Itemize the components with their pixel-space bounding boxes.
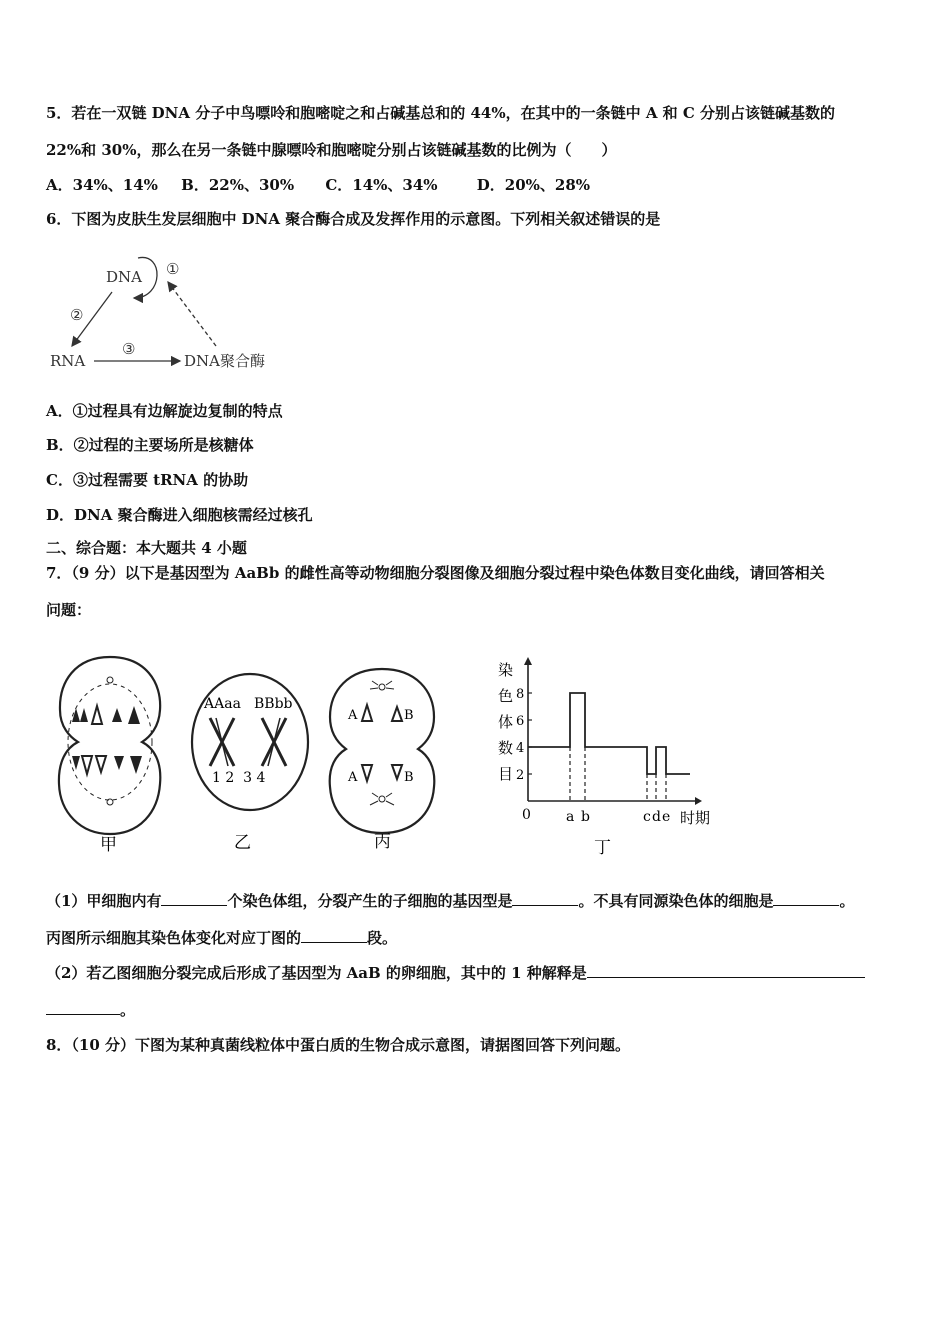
q5-option-b[interactable]: B．22%、30% [181,176,295,194]
spindle-bottom [370,793,394,805]
q7-sub1-line2-a: 丙图所示细胞其染色体变化对应丁图的 [46,929,302,947]
q7-sub2-line2 [46,1000,135,1020]
q5-option-a[interactable]: A．34%、14% [46,176,158,194]
y-tick-label: 8 [516,687,525,702]
x-mark-b: b [581,809,590,825]
cell-jia-outline [59,657,160,834]
y-axis-title-char: 数 [498,739,514,757]
chromosome-count-line [528,693,690,774]
dna-polymerase-diagram [46,238,286,378]
diagram-step2-label: ② [70,306,84,324]
cell-bing-top-right-gene: B [404,708,414,723]
cell-yi-outline [192,674,308,810]
centrosome-top [107,677,113,683]
centrosome-bottom [107,799,113,805]
q7-sub1-line1 [46,891,855,911]
answer-blank-2[interactable] [512,891,578,906]
cell-bing-figure [324,665,440,860]
chromosome-cross-1 [210,718,234,766]
x-mark-c: c [643,809,651,825]
q7-sub2-text: （2）若乙图细胞分裂完成后形成了基因型为 AaB 的卵细胞，其中的 1 种解释是 [46,964,587,982]
cell-yi-genes-left: AAaa [204,696,241,712]
q7-sub1-part-b: 个染色体组，分裂产生的子细胞的基因型是 [227,892,513,910]
q5-option-c[interactable]: C．14%、34% [325,176,438,194]
answer-blank-5-continued[interactable] [46,1000,120,1015]
origin-label: 0 [522,807,531,823]
y-axis-title-char: 染 [498,661,514,679]
q7-sub1-part-a: （1）甲细胞内有 [46,892,162,910]
x-mark-d: d [652,809,661,825]
q7-line1: 7．（9 分）以下是基因型为 AaBb 的雌性高等动物细胞分裂图像及细胞分裂过程中染色体数目变化曲线，请回答相关 [46,564,825,582]
cell-bing-top-left-gene: A [348,708,358,723]
q6-option-c[interactable]: C．③过程需要 tRNA 的协助 [46,471,249,489]
q5-line2: 22%和 30%，那么在另一条链中腺嘌呤和胞嘧啶分别占该链碱基数的比例为（ ） [46,141,617,159]
q5-options [46,175,590,195]
y-axis-arrow [524,657,532,665]
diagram-step3-label: ③ [122,340,136,358]
answer-blank-5[interactable] [587,963,865,978]
chromosome-cross-2 [262,718,286,766]
diagram-dna-label: DNA [106,268,142,286]
diagram-step1-label: ① [166,260,180,278]
diagram-rna-label: RNA [50,352,86,370]
y-tick-label: 4 [516,741,525,756]
q6-option-d[interactable]: D．DNA 聚合酶进入细胞核需经过核孔 [46,506,313,524]
x-axis-arrow [695,797,702,805]
chromosomes-bottom [72,756,142,774]
y-axis-title-char: 色 [498,687,514,705]
chromatid-bottom-left [362,765,372,781]
chromatid-bottom-right [392,765,402,779]
y-tick-label: 2 [516,768,525,783]
x-mark-a: a [566,809,575,825]
q7-sub1-part-d: 。 [839,892,855,910]
q6-option-a[interactable]: A．①过程具有边解旋边复制的特点 [46,402,283,420]
cell-bing-label: 丙 [374,832,391,852]
cell-yi-genes-right: BBbb [254,696,293,712]
cell-yi-label: 乙 [234,833,251,853]
graph-ding-label: 丁 [594,838,611,858]
cell-bing-outline [330,669,435,833]
q7-sub1-line2 [46,928,397,948]
chromatid-top-left [362,705,372,721]
x-axis-title: 时期 [680,809,711,827]
chromatid-top-right [392,707,402,721]
q7-sub1-line2-b: 段。 [367,929,398,947]
q7-sub2-end: 。 [120,1001,136,1019]
q8-stem: 8．（10 分）下图为某种真菌线粒体中蛋白质的生物合成示意图，请据图回答下列问题。 [46,1036,631,1054]
q6-option-b[interactable]: B．②过程的主要场所是核糖体 [46,436,254,454]
answer-blank-1[interactable] [161,891,227,906]
cell-yi-numbers: 1 2 3 4 [212,770,266,786]
y-tick-label: 6 [516,714,525,729]
cell-jia-figure [50,652,170,862]
cell-yi-figure [186,670,314,855]
q7-sub2-line1 [46,963,865,983]
q7-line2: 问题： [46,601,92,619]
answer-blank-4[interactable] [301,928,367,943]
q7-sub1-part-c: 。不具有同源染色体的细胞是 [578,892,774,910]
chromosomes-top [72,706,140,724]
enzyme-return-arrow [168,282,216,346]
section-heading: 二、综合题：本大题共 4 小题 [46,539,247,557]
y-axis-title-char: 目 [498,765,514,783]
diagram-enzyme-label: DNA聚合酶 [184,352,265,370]
y-axis-title-char: 体 [498,713,514,731]
q6-stem: 6．下图为皮肤生发层细胞中 DNA 聚合酶合成及发挥作用的示意图。下列相关叙述错误的是 [46,210,661,228]
spindle-top [370,681,394,690]
cell-bing-bottom-right-gene: B [404,770,414,785]
q5-option-d[interactable]: D．20%、28% [476,176,591,194]
chromosome-count-graph [490,655,720,865]
x-mark-e: e [662,809,671,825]
cell-bing-bottom-left-gene: A [348,770,358,785]
spindle-dashed-ring [68,684,152,800]
cell-jia-label: 甲 [100,835,117,855]
q5-line1: 5．若在一双链 DNA 分子中鸟嘌呤和胞嘧啶之和占碱基总和的 44%，在其中的一条链中 A 和 C 分别占该链碱基数的 [46,104,836,122]
answer-blank-3[interactable] [773,891,839,906]
